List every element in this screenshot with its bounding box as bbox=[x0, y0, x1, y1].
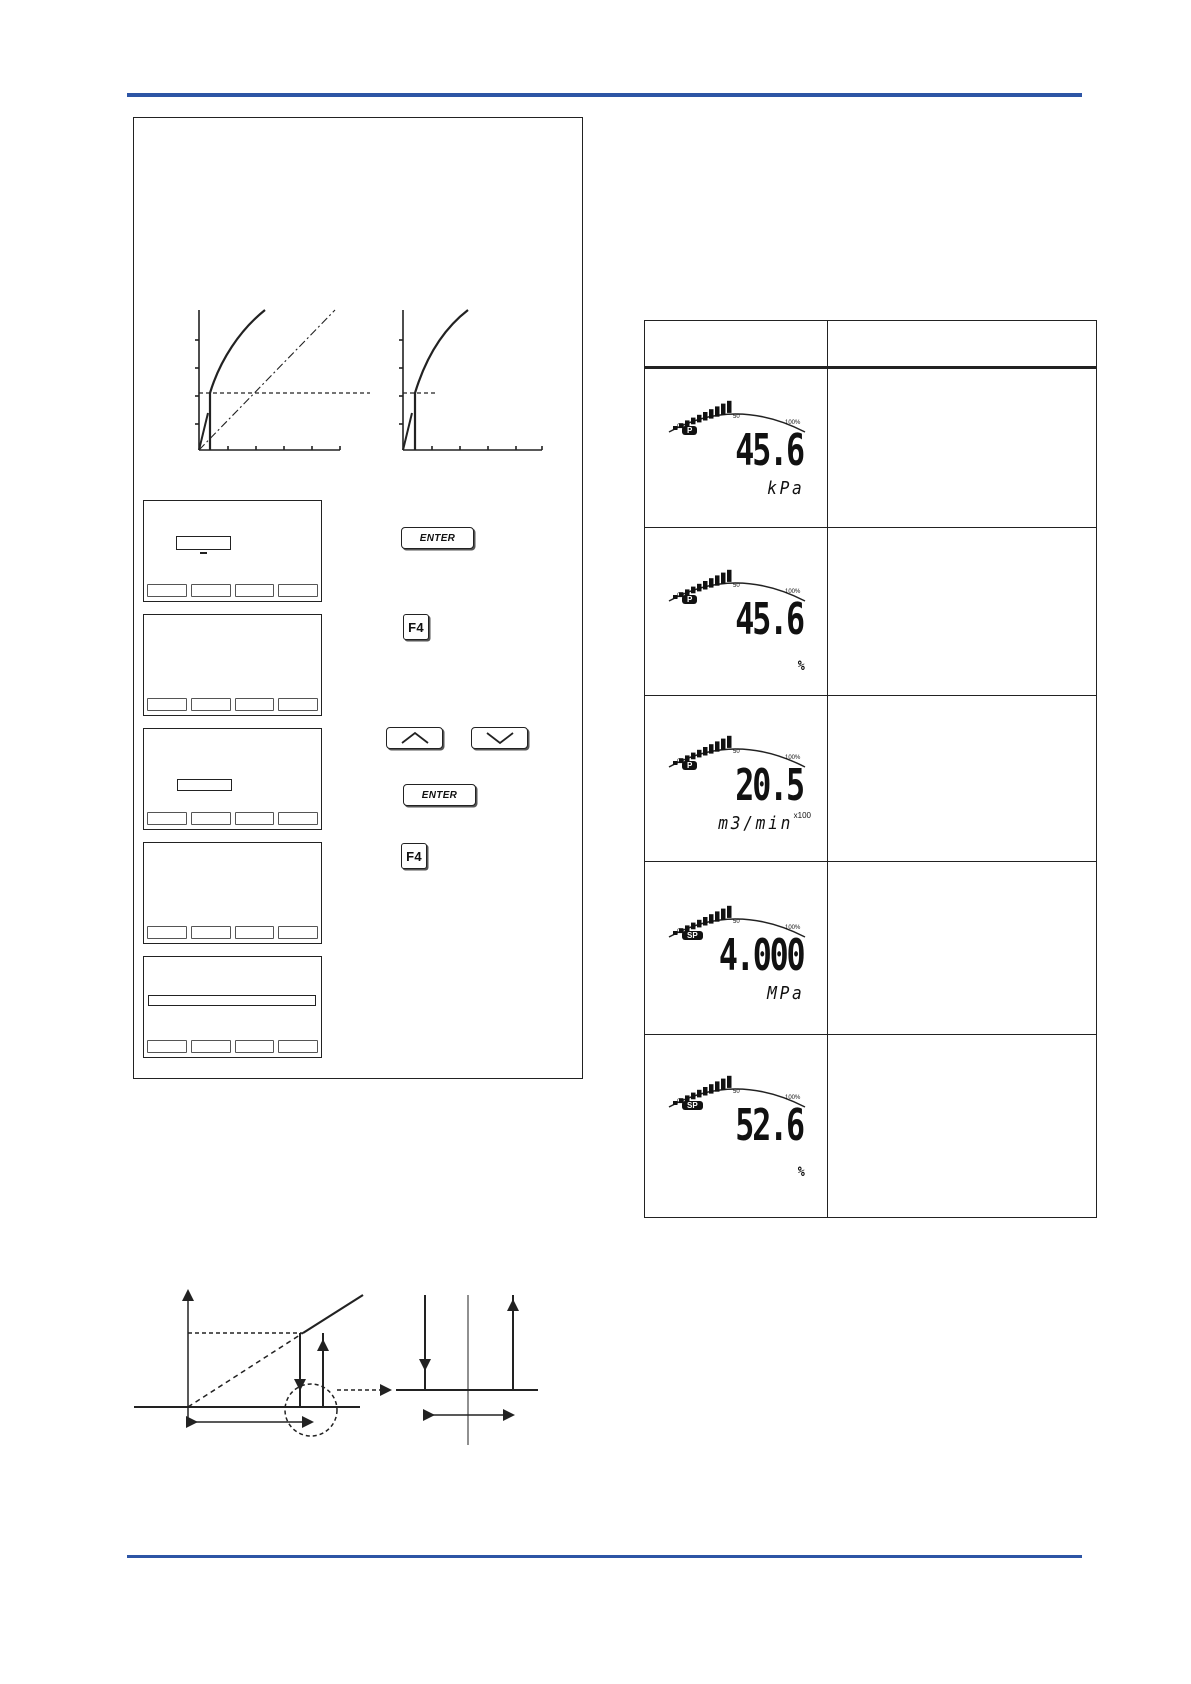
mode-tag: SP bbox=[682, 931, 703, 940]
f4-key[interactable]: F4 bbox=[403, 614, 429, 640]
bargraph-segment bbox=[697, 1090, 702, 1098]
lcd-value: 20.5 bbox=[735, 760, 803, 811]
bargraph-segment bbox=[703, 1087, 708, 1096]
tick-50: 50 bbox=[733, 1089, 740, 1095]
header-rule bbox=[127, 93, 1082, 97]
tick-0: 0 bbox=[677, 759, 681, 765]
bargraph-segment bbox=[721, 1079, 726, 1090]
up-arrow-key[interactable] bbox=[386, 727, 443, 749]
row-divider bbox=[645, 1034, 1096, 1035]
softkey-2[interactable] bbox=[191, 584, 231, 597]
bargraph-segment bbox=[703, 412, 708, 421]
entry-field[interactable] bbox=[176, 536, 231, 550]
tick-50: 50 bbox=[733, 583, 740, 589]
f4-key[interactable]: F4 bbox=[401, 843, 427, 869]
bargraph-segment bbox=[709, 1084, 714, 1093]
display-screen-1 bbox=[143, 500, 322, 602]
tick-100: 100% bbox=[785, 755, 801, 761]
mode-tag: P bbox=[682, 595, 697, 604]
lcd-readout-2 bbox=[665, 563, 815, 683]
lcd-readout-3 bbox=[665, 729, 815, 849]
bargraph-segment bbox=[697, 415, 702, 423]
bargraph-segment bbox=[721, 404, 726, 415]
bargraph-segment bbox=[697, 920, 702, 928]
bargraph-segment bbox=[703, 581, 708, 590]
tick-0: 0 bbox=[677, 593, 681, 599]
display-screen-3 bbox=[143, 728, 322, 830]
tick-50: 50 bbox=[733, 414, 740, 420]
tick-100: 100% bbox=[785, 420, 801, 426]
bargraph-segment bbox=[715, 406, 720, 416]
softkey-1[interactable] bbox=[147, 584, 187, 597]
function-key-row bbox=[147, 698, 318, 711]
function-key-row bbox=[147, 926, 318, 939]
display-screen-2 bbox=[143, 614, 322, 716]
lcd-value: 4.000 bbox=[718, 930, 803, 981]
softkey-3[interactable] bbox=[235, 584, 275, 597]
tick-100: 100% bbox=[785, 925, 801, 931]
bargraph-segment bbox=[709, 578, 714, 587]
softkey-1[interactable] bbox=[147, 812, 187, 825]
softkey-2[interactable] bbox=[191, 926, 231, 939]
bargraph-segment bbox=[691, 753, 696, 760]
bargraph-segment bbox=[715, 1081, 720, 1091]
softkey-2[interactable] bbox=[191, 1040, 231, 1053]
lcd-multiplier: x100 bbox=[793, 811, 811, 820]
highlight-bar bbox=[148, 995, 316, 1006]
lcd-display-table bbox=[644, 320, 1097, 1218]
function-key-row bbox=[147, 584, 318, 597]
down-arrow-key[interactable] bbox=[471, 727, 528, 749]
bargraph-segment bbox=[721, 739, 726, 750]
bargraph-segment bbox=[727, 401, 732, 413]
row-divider bbox=[645, 695, 1096, 696]
bargraph-segment bbox=[691, 418, 696, 425]
bargraph-segment bbox=[709, 744, 714, 753]
softkey-1[interactable] bbox=[147, 1040, 187, 1053]
lcd-unit: % bbox=[797, 659, 805, 674]
tick-0: 0 bbox=[677, 1099, 681, 1105]
low-cut-diagram bbox=[128, 1285, 548, 1450]
softkey-1[interactable] bbox=[147, 698, 187, 711]
tick-100: 100% bbox=[785, 1095, 801, 1101]
lcd-value: 45.6 bbox=[735, 425, 803, 476]
display-screen-4 bbox=[143, 842, 322, 944]
lcd-unit: % bbox=[797, 1165, 805, 1180]
bargraph-segment bbox=[691, 587, 696, 594]
function-key-row bbox=[147, 1040, 318, 1053]
chevron-down-icon bbox=[485, 731, 515, 745]
graph-right bbox=[399, 310, 542, 450]
column-divider bbox=[827, 321, 828, 1217]
softkey-4[interactable] bbox=[278, 812, 318, 825]
tick-50: 50 bbox=[733, 919, 740, 925]
display-screen-5 bbox=[143, 956, 322, 1058]
softkey-3[interactable] bbox=[235, 812, 275, 825]
lcd-readout-4 bbox=[665, 899, 815, 1019]
softkey-1[interactable] bbox=[147, 926, 187, 939]
lcd-readout-5 bbox=[665, 1069, 815, 1189]
enter-key[interactable]: ENTER bbox=[403, 784, 476, 806]
bargraph-segment bbox=[727, 736, 732, 748]
lcd-readout-1 bbox=[665, 394, 815, 514]
graph-left bbox=[195, 310, 370, 450]
tick-100: 100% bbox=[785, 589, 801, 595]
chevron-up-icon bbox=[400, 731, 430, 745]
bargraph-segment bbox=[727, 1076, 732, 1088]
bargraph-segment bbox=[715, 911, 720, 921]
entry-field[interactable] bbox=[177, 779, 232, 791]
lcd-unit: MPa bbox=[767, 983, 805, 1004]
softkey-3[interactable] bbox=[235, 926, 275, 939]
softkey-3[interactable] bbox=[235, 1040, 275, 1053]
row-divider bbox=[645, 527, 1096, 528]
bargraph-segment bbox=[721, 909, 726, 920]
bargraph-segment bbox=[703, 917, 708, 926]
bargraph-segment bbox=[709, 409, 714, 418]
tick-0: 0 bbox=[677, 424, 681, 430]
bargraph-segment bbox=[715, 741, 720, 751]
bargraph-segment bbox=[697, 750, 702, 758]
mode-tag: SP bbox=[682, 1101, 703, 1110]
bargraph-segment bbox=[709, 914, 714, 923]
softkey-3[interactable] bbox=[235, 698, 275, 711]
lcd-value: 52.6 bbox=[735, 1100, 803, 1151]
bargraph-segment bbox=[697, 584, 702, 592]
enter-key[interactable]: ENTER bbox=[401, 527, 474, 549]
bargraph-segment bbox=[703, 747, 708, 756]
softkey-2[interactable] bbox=[191, 698, 231, 711]
bargraph-segment bbox=[721, 573, 726, 584]
bargraph-segment bbox=[727, 570, 732, 582]
softkey-4[interactable] bbox=[278, 584, 318, 597]
softkey-2[interactable] bbox=[191, 812, 231, 825]
row-divider bbox=[645, 861, 1096, 862]
mode-tag: P bbox=[682, 426, 697, 435]
bargraph-segment bbox=[691, 1093, 696, 1100]
lcd-value: 45.6 bbox=[735, 594, 803, 645]
softkey-4[interactable] bbox=[278, 926, 318, 939]
bargraph-segment bbox=[727, 906, 732, 918]
softkey-4[interactable] bbox=[278, 1040, 318, 1053]
mode-tag: P bbox=[682, 761, 697, 770]
softkey-4[interactable] bbox=[278, 698, 318, 711]
lcd-unit: kPa bbox=[767, 478, 805, 499]
square-root-graphs bbox=[180, 300, 560, 460]
tick-0: 0 bbox=[677, 929, 681, 935]
lcd-unit: m3/min bbox=[718, 813, 793, 834]
footer-rule bbox=[127, 1555, 1082, 1558]
bargraph-segment bbox=[691, 923, 696, 930]
header-divider bbox=[645, 366, 1096, 369]
function-key-row bbox=[147, 812, 318, 825]
bargraph-segment bbox=[715, 575, 720, 585]
cursor bbox=[200, 552, 207, 554]
tick-50: 50 bbox=[733, 749, 740, 755]
